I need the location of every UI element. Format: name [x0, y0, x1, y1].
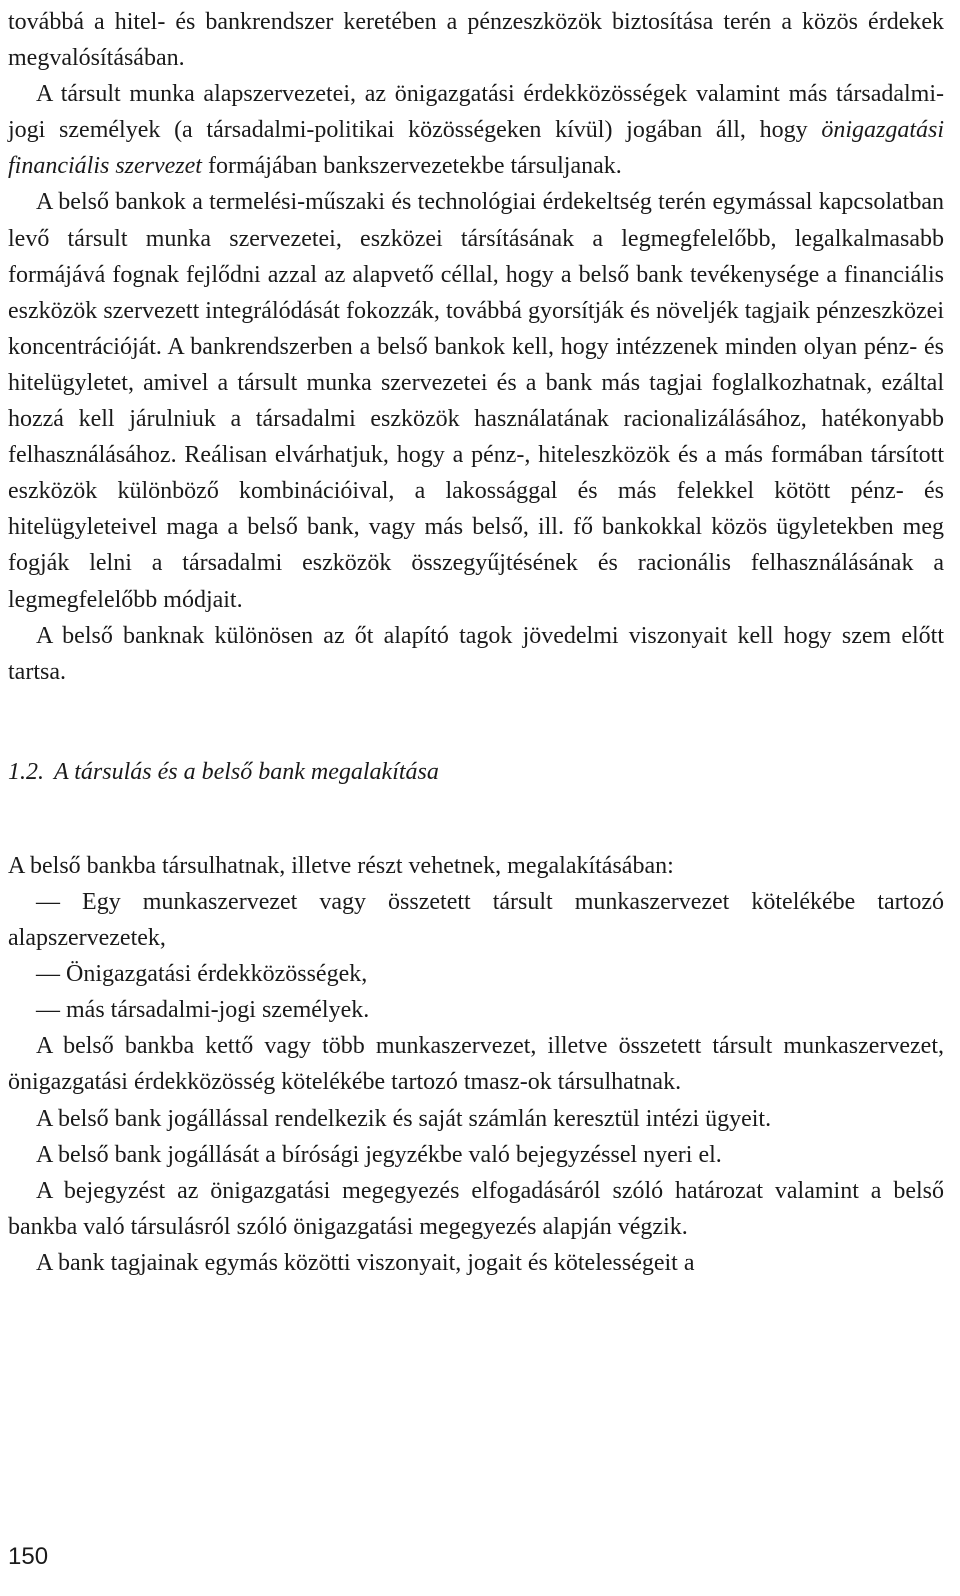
section-heading: [8, 754, 944, 790]
page-body: [8, 4, 944, 1281]
emphasized-term: önigazgatási financiális szervezet: [8, 117, 944, 180]
paragraph-membership: A belső bankba kettő vagy több munkaszervezet, illetve összetett társult munkaszervezet, önigazgatási érdekközösség kötelékébe tartozó tmasz-ok társulhatnak.: [8, 1033, 944, 1096]
paragraph-internal-banks: A belső bankok a termelési-műszaki és technológiai érdekeltség terén egymással kapcsolatban levő társult munka szervezetei, eszközei társításának a legmegfelelőbb, legalkalmasabb formájává fognak fejlődni azzal az alapvető céllal, hogy a belső bank tevékenysége a financiális eszközök szervezett integrálódását fokozzák, továbbá gyorsítják és növeljék tagjaik pénzeszközei koncentrációját. A bankrendszerben a belső bankok kell, hogy intézzenek minden olyan pénz- és hitelügyletet, amivel a társult munka szervezetei és a bank más tagjai foglalkozhatnak, ezáltal hozzá kell járulniuk a társadalmi eszközök használatának racionalizálásához, hatékonyabb felhasználásához. Reálisan elvárhatjuk, hogy a pénz-, hiteleszközök és a más formában társított eszközök különböző kombinációival, a lakossággal és más felekkel kötött pénz- és hitelügyleteivel maga a belső bank, vagy más belső, ill. fő bankokkal közös ügyletekben meg fogják lelni a társadalmi eszközök összegyűjtésének és racionális felhasználásának a legmegfelelőbb módjait.: [8, 189, 944, 613]
list-item: — Önigazgatási érdekközösségek,: [36, 961, 368, 988]
list-item: — Egy munkaszervezet vagy összetett társult munkaszervezet kötelékébe tartozó alapszervezetek,: [8, 888, 944, 952]
paragraph-court-registry: A belső bank jogállását a bírósági jegyzékbe való bejegyzéssel nyeri el.: [36, 1141, 722, 1168]
paragraph-list-intro: A belső bankba társulhatnak, illetve részt vehetnek, megalakításában:: [8, 852, 674, 879]
page-number: 150: [8, 1543, 49, 1570]
list-item: — más társadalmi-jogi személyek.: [36, 997, 370, 1024]
paragraph-registration-basis: A bejegyzést az önigazgatási megegyezés elfogadásáról szóló határozat valamint a belső bankba való társulásról szóló önigazgatási megegyezés alapján végzik.: [8, 1177, 944, 1240]
paragraph-income-relations: A belső banknak különösen az őt alapító tagok jövedelmi viszonyait kell hogy szem előtt tartsa.: [8, 622, 944, 685]
paragraph-association-right: [8, 76, 944, 184]
paragraph-continuation: továbbá a hitel- és bankrendszer keretében a pénzeszközök biztosítása terén a közös érdekek megvalósításában.: [8, 9, 944, 72]
section-number: 1.2.: [8, 758, 44, 785]
paragraph-member-relations: A bank tagjainak egymás közötti viszonyait, jogait és kötelességeit a: [36, 1249, 695, 1276]
paragraph-legal-status: A belső bank jogállással rendelkezik és saját számlán keresztül intézi ügyeit.: [36, 1105, 772, 1132]
section-title: A társulás és a belső bank megalakítása: [54, 758, 439, 785]
paragraph-text: formájában bankszervezetekbe társuljanak.: [201, 153, 622, 180]
paragraph-text: A társult munka alapszervezetei, az önigazgatási érdekközösségek valamint más társadalmi-jogi személyek (a társadalmi-politikai közösségeken kívül) jogában áll, hogy: [8, 81, 944, 144]
